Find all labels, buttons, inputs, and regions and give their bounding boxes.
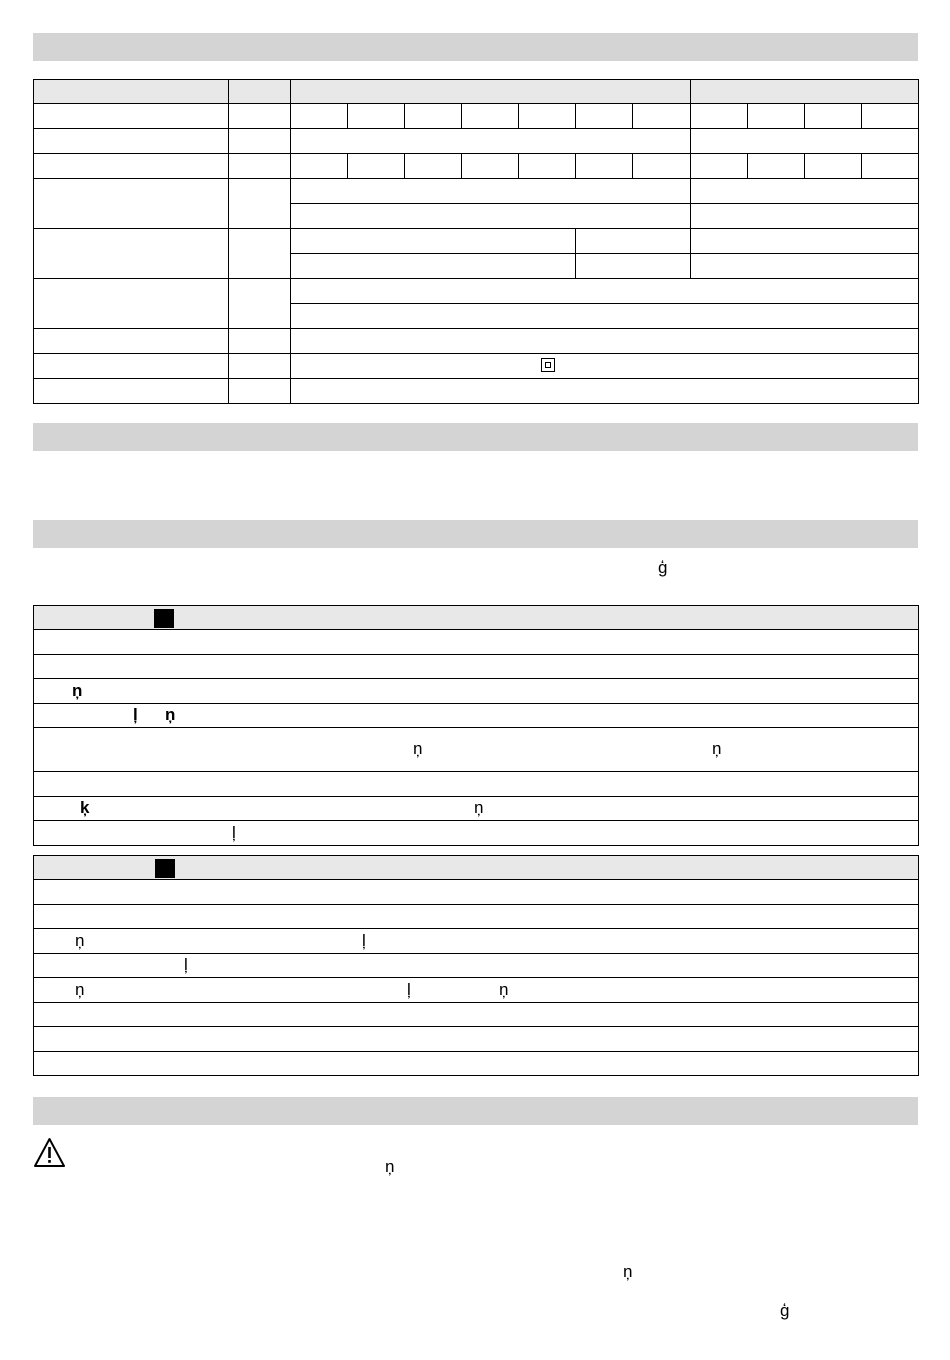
row-glyph: ņ	[474, 798, 484, 818]
double-insulation-square-icon	[541, 358, 555, 372]
spec-cell	[34, 329, 229, 354]
spec-cell	[34, 379, 229, 404]
spec-cell	[805, 104, 862, 129]
spec-cell	[405, 154, 462, 179]
options-table-2	[33, 855, 919, 1076]
paragraph-glyph: ģ	[658, 558, 668, 577]
spec-row	[34, 279, 919, 304]
row-glyph: ļ	[362, 930, 366, 950]
spec-cell	[291, 104, 348, 129]
row-glyph: ņ	[75, 930, 85, 950]
row-glyph: ņ	[75, 979, 85, 999]
options-row	[34, 978, 919, 1003]
spec-cell	[691, 129, 919, 154]
spec-cell	[691, 229, 919, 254]
spec-cell	[34, 179, 229, 229]
options-header-row	[34, 856, 919, 880]
row-glyph: ņ	[413, 739, 423, 758]
spec-cell	[748, 154, 805, 179]
spec-cell	[291, 304, 919, 329]
spec-row	[34, 179, 919, 204]
spec-cell	[34, 279, 229, 329]
spec-cell	[291, 179, 691, 204]
options-cell	[34, 703, 919, 728]
options-header-row	[34, 606, 919, 630]
row-glyph: ļ	[133, 705, 138, 725]
spec-cell	[229, 379, 291, 404]
options-cell	[34, 796, 919, 821]
spec-cell	[291, 254, 576, 279]
row-glyph: ņ	[165, 705, 176, 725]
options-cell	[34, 679, 919, 704]
section-header-band-4	[33, 1097, 918, 1125]
options-cell	[34, 904, 919, 929]
options-cell	[34, 630, 919, 655]
spec-cell	[748, 104, 805, 129]
spec-cell	[229, 329, 291, 354]
options-cell	[34, 1051, 919, 1076]
options-cell	[34, 1027, 919, 1052]
options-cell	[34, 929, 919, 954]
spec-cell	[405, 104, 462, 129]
options-cell	[34, 978, 919, 1003]
options-cell	[34, 821, 919, 846]
spec-cell	[229, 354, 291, 379]
spec-cell	[34, 104, 229, 129]
row-glyph: ņ	[712, 739, 722, 758]
black-square-marker	[155, 859, 175, 878]
spec-cell	[229, 179, 291, 229]
spec-cell	[576, 229, 691, 254]
options-row	[34, 880, 919, 905]
options-cell	[34, 728, 919, 772]
spec-cell	[348, 104, 405, 129]
spec-cell	[34, 354, 229, 379]
options-row	[34, 772, 919, 797]
spec-row	[34, 354, 919, 379]
spec-row	[34, 154, 919, 179]
options-row	[34, 821, 919, 846]
spec-row	[34, 104, 919, 129]
row-glyph: ļ	[232, 822, 236, 842]
spec-row	[34, 379, 919, 404]
spec-cell	[34, 154, 229, 179]
options-row	[34, 728, 919, 772]
spec-cell	[691, 154, 748, 179]
spec-header-cell	[291, 80, 691, 104]
black-square-marker	[154, 609, 174, 628]
spec-cell	[291, 329, 919, 354]
row-glyph: ļ	[407, 979, 411, 999]
spec-cell	[229, 154, 291, 179]
options-row	[34, 953, 919, 978]
spec-cell	[576, 104, 633, 129]
row-glyph: ķ	[80, 798, 90, 818]
spec-cell	[633, 154, 691, 179]
spec-cell	[291, 154, 348, 179]
spec-cell	[862, 104, 919, 129]
spec-cell	[805, 154, 862, 179]
options-cell	[34, 1002, 919, 1027]
options-row	[34, 929, 919, 954]
spec-cell	[691, 179, 919, 204]
spec-row	[34, 329, 919, 354]
spec-cell	[348, 154, 405, 179]
options-cell	[34, 953, 919, 978]
spec-cell	[462, 104, 519, 129]
spec-cell	[229, 104, 291, 129]
spec-cell	[691, 204, 919, 229]
spec-cell	[34, 229, 229, 279]
options-row	[34, 1002, 919, 1027]
spec-cell	[229, 279, 291, 329]
row-glyph: ļ	[184, 955, 188, 975]
spec-header-cell	[691, 80, 919, 104]
options-row	[34, 1051, 919, 1076]
spec-cell	[34, 129, 229, 154]
options-row	[34, 630, 919, 655]
spec-cell	[576, 254, 691, 279]
spec-cell	[691, 104, 748, 129]
options-cell	[34, 654, 919, 679]
spec-cell	[519, 104, 576, 129]
spec-cell	[229, 229, 291, 279]
spec-cell	[633, 104, 691, 129]
section-header-band-3	[33, 520, 918, 548]
safety-glyph: ģ	[780, 1301, 790, 1320]
spec-row	[34, 229, 919, 254]
safety-glyph: ņ	[623, 1262, 633, 1281]
spec-cell	[691, 254, 919, 279]
spec-cell	[291, 204, 691, 229]
options-header-cell	[34, 856, 919, 880]
spec-cell	[291, 279, 919, 304]
spec-cell	[291, 379, 919, 404]
row-glyph: ņ	[72, 680, 83, 700]
options-row	[34, 796, 919, 821]
technical-data-table	[33, 79, 919, 404]
spec-cell	[291, 129, 691, 154]
spec-header-cell	[229, 80, 291, 104]
options-row	[34, 904, 919, 929]
section-header-band-1	[33, 33, 918, 61]
spec-cell	[291, 354, 919, 379]
options-row	[34, 654, 919, 679]
spec-cell	[576, 154, 633, 179]
spec-cell	[519, 154, 576, 179]
spec-cell	[462, 154, 519, 179]
spec-cell	[291, 229, 576, 254]
options-cell	[34, 772, 919, 797]
safety-glyph: ņ	[385, 1157, 395, 1176]
section-header-band-2	[33, 423, 918, 451]
row-glyph: ņ	[499, 979, 509, 999]
spec-header-row	[34, 80, 919, 104]
spec-cell	[862, 154, 919, 179]
options-row	[34, 703, 919, 728]
options-row	[34, 679, 919, 704]
spec-header-cell	[34, 80, 229, 104]
options-table-1	[33, 605, 919, 846]
spec-row	[34, 129, 919, 154]
spec-cell	[229, 129, 291, 154]
options-row	[34, 1027, 919, 1052]
options-header-cell	[34, 606, 919, 630]
warning-triangle-icon	[33, 1137, 66, 1168]
options-cell	[34, 880, 919, 905]
